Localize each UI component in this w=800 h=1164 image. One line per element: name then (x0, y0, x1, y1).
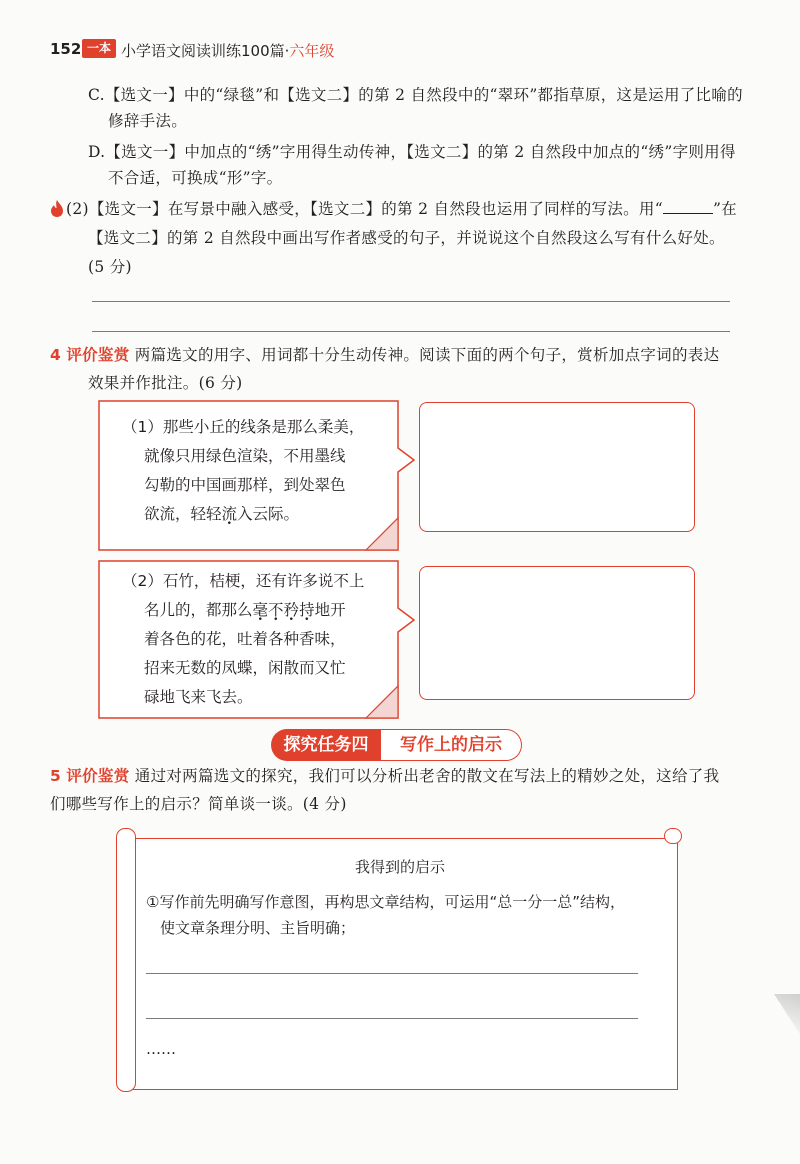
answer-line[interactable] (92, 301, 730, 302)
q5-label: 评价鉴赏 (66, 767, 130, 785)
annotation-box[interactable] (419, 402, 695, 532)
flame-icon (50, 200, 64, 217)
note1-line: 勾勒的中国画那样，到处翠色 (144, 476, 346, 494)
answer-line[interactable] (92, 331, 730, 332)
series-logo: 一本 (82, 39, 116, 58)
q5-number: 5 (50, 767, 62, 785)
insight-item-1 (146, 889, 625, 941)
q4-number: 4 (50, 346, 62, 364)
q5-line2: 们哪些写作上的启示？简单谈一谈。(4 分) (50, 795, 347, 813)
note2-text-b: 地开 (314, 601, 346, 619)
note1-text (122, 413, 364, 529)
q3-sub2-line2: 【选文二】的第 2 自然段中画出写作者感受的句子，并说说这个自然段这么写有什么好处。 (88, 229, 725, 247)
scroll-roll (664, 828, 682, 844)
annotation-box[interactable] (419, 566, 695, 700)
note2-line: 招来无数的凤蝶，闲散而又忙 (144, 659, 346, 677)
option-d-line2: 不合适，可换成“形”字。 (108, 169, 283, 187)
task-banner (271, 729, 527, 761)
book-title (121, 40, 334, 61)
q3-sub2-text-b: ”在 (712, 200, 737, 218)
q3-sub2-text-a: (2)【选文一】在写景中融入感受，【选文二】的第 2 自然段也运用了同样的写法。用“ (66, 200, 663, 218)
note2-text (122, 567, 364, 712)
note1-line: 就像只用绿色渲染，不用墨线 (144, 447, 346, 465)
ellipsis: …… (146, 1040, 176, 1058)
note2-text-a: 名儿的，都那么 (144, 601, 253, 619)
insight-line: 使文章条理分明、主旨明确； (160, 919, 356, 937)
q4-line1 (50, 344, 719, 366)
q4-label: 评价鉴赏 (66, 346, 130, 364)
option-c-line2: 修辞手法。 (108, 112, 188, 130)
dotted-char: 流 (221, 505, 238, 523)
scroll-title: 我得到的启示 (354, 858, 445, 876)
answer-line[interactable] (146, 1018, 638, 1019)
q5-line1 (50, 765, 719, 787)
note1-line (122, 500, 364, 529)
dotted-char: 持 (299, 601, 315, 619)
q3-sub2-blank (663, 199, 713, 214)
note1-text-b: 入云际。 (237, 505, 300, 523)
q3-sub2-line3: (5 分) (88, 258, 132, 276)
page-curl (774, 994, 800, 1034)
option-d-line1: D.【选文一】中加点的“绣”字用得生动传神，【选文二】的第 2 自然段中加点的“绣”字则用得 (88, 143, 736, 161)
page-number: 152 (50, 40, 82, 58)
answer-line[interactable] (146, 973, 638, 974)
note1-text-a: 欲流，轻轻 (144, 505, 222, 523)
q4-line2: 效果并作批注。(6 分) (88, 374, 243, 392)
note2-line: 碌地飞来飞去。 (144, 688, 253, 706)
dotted-char: 不 (268, 601, 284, 619)
task-title: 写作上的启示 (381, 729, 522, 761)
dotted-char: 毫 (252, 601, 269, 619)
q3-sub2-line1 (66, 198, 737, 220)
dotted-char: 矜 (283, 601, 300, 619)
insight-line: ①写作前先明确写作意图，再构思文章结构，可运用“总一分一总”结构， (146, 893, 625, 911)
q4-text: 两篇选文的用字、用词都十分生动传神。阅读下面的两个句子，赏析加点字词的表达 (134, 346, 720, 364)
note2-line (122, 596, 364, 625)
task-label: 探究任务四 (271, 729, 381, 761)
note2-line: （2）石竹，桔梗，还有许多说不上 (122, 572, 365, 590)
option-c-line1: C.【选文一】中的“绿毯”和【选文二】的第 2 自然段中的“翠环”都指草原，这是运用了比喻的 (88, 86, 743, 104)
note2-line: 着各色的花，吐着各种香味， (144, 630, 346, 648)
book-title-text: 小学语文阅读训练100篇· (121, 42, 290, 60)
grade-label: 六年级 (289, 42, 335, 60)
q5-text: 通过对两篇选文的探究，我们可以分析出老舍的散文在写法上的精妙之处，这给了我 (134, 767, 720, 785)
note1-line: （1）那些小丘的线条是那么柔美， (122, 418, 365, 436)
